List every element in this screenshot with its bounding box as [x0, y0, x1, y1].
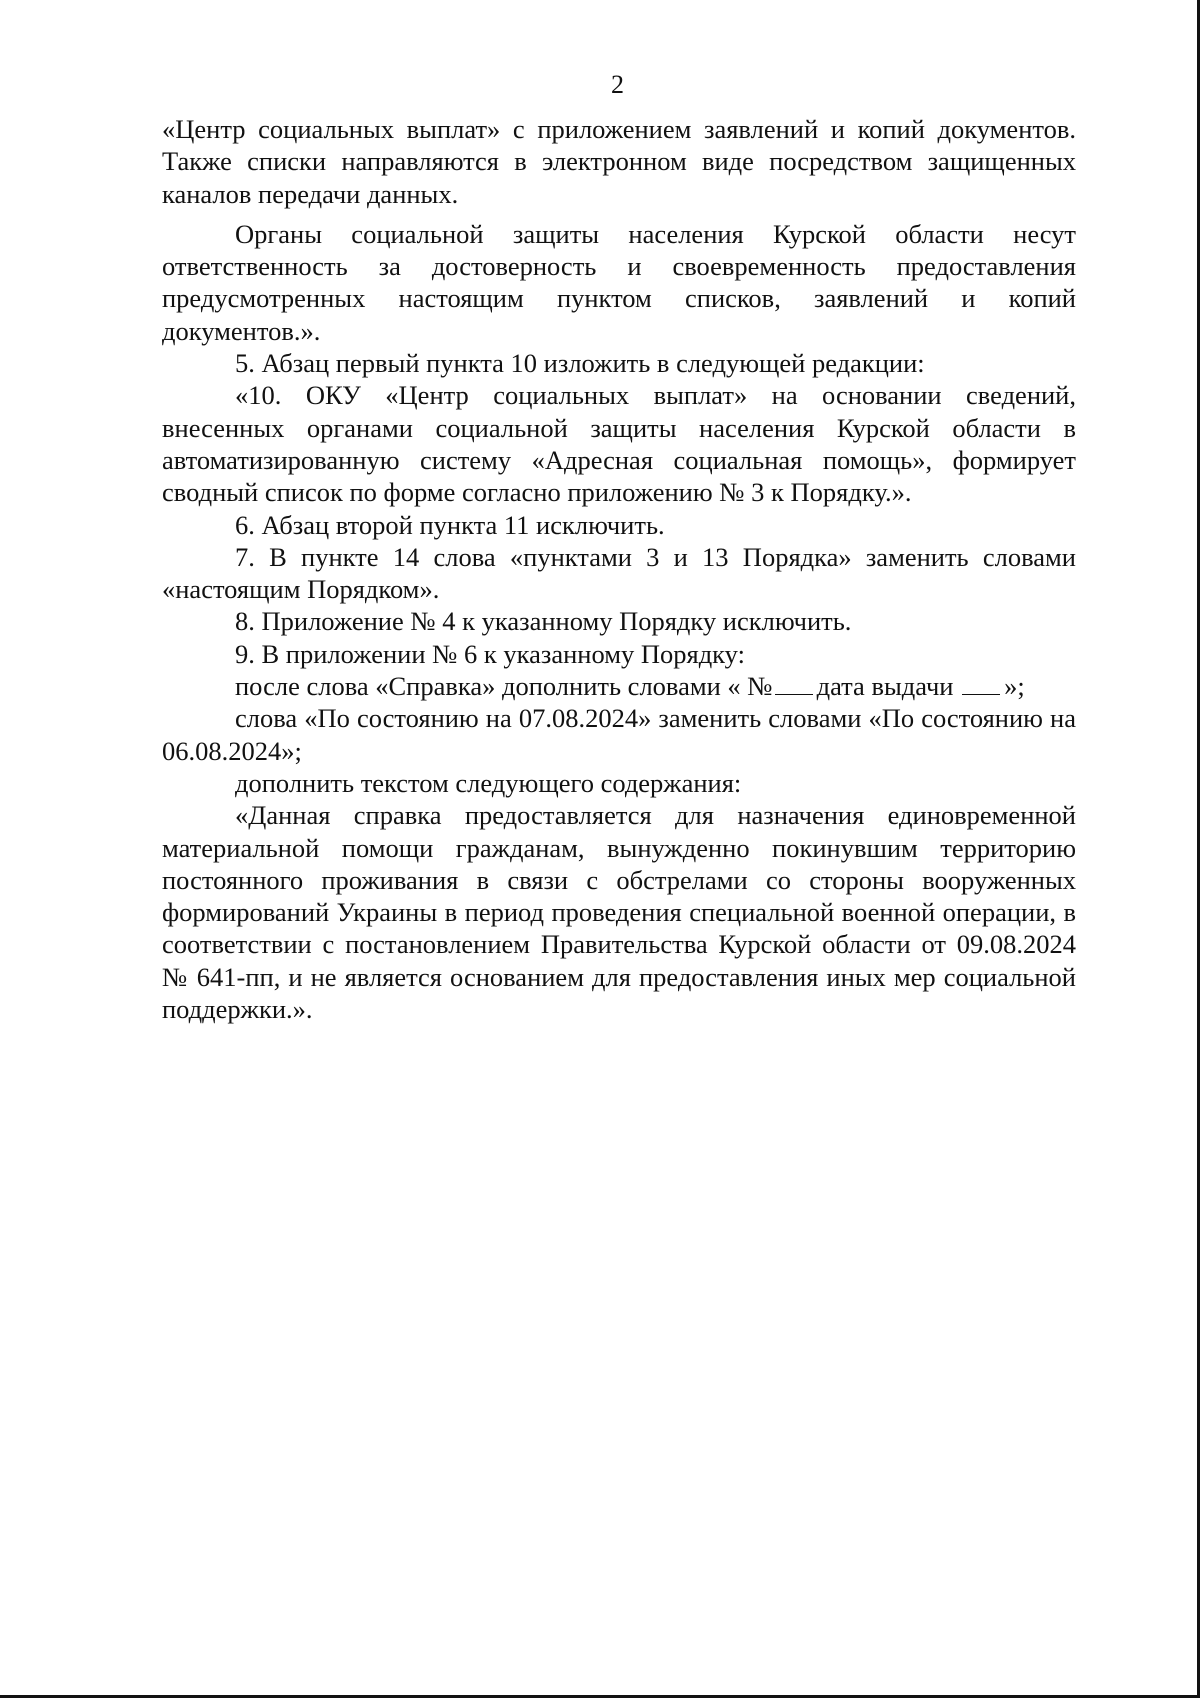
fill-line-after: »; — [1004, 671, 1025, 702]
paragraph-responsibility: Органы социальной защиты населения Курской области несут ответственность за достоверность и своевременность предоставления предусмотренных настоящим пунктом списков, заявлений и копий документов.». — [162, 218, 1076, 346]
paragraph-item-5: 5. Абзац первый пункта 10 изложить в следующей редакции: — [235, 348, 925, 379]
paragraph-continuation: «Центр социальных выплат» с приложением заявлений и копий документов. Также списки направляются в электронном виде посредством защищенных каналов передачи данных. — [162, 114, 1076, 209]
fill-line-before: после слова «Справка» дополнить словами « № — [235, 671, 773, 702]
paragraph-item-10-text: «10. ОКУ «Центр социальных выплат» на основании сведений, внесенных органами социальной защиты населения Курской области в автоматизированную систему «Адресная социальная помощь», формирует сводный список по форме согласно приложению № 3 к Порядку.». — [162, 380, 1076, 508]
paragraph-fill-line — [162, 670, 1076, 702]
paragraph-item-9: 9. В приложении № 6 к указанному Порядку: — [235, 638, 745, 669]
paragraph-item-8: 8. Приложение № 4 к указанному Порядку исключить. — [235, 606, 852, 637]
paragraph-date-replace: слова «По состоянию на 07.08.2024» заменить словами «По состоянию на 06.08.2024»; — [162, 703, 1076, 766]
number-blank — [775, 672, 813, 695]
paragraph-item-6: 6. Абзац второй пункта 11 исключить. — [235, 509, 665, 540]
date-blank — [962, 672, 1000, 695]
paragraph-certificate-text: «Данная справка предоставляется для назначения единовременной материальной помощи гражданам, вынужденно покинувшим территорию постоянного проживания в связи с обстрелами со стороны вооруженных формирований Украины в период проведения специальной военной операции, в соответствии с постановлением Правительства Курской области от 09.08.2024 № 641-пп, и не является основанием для предоставления иных мер социальной поддержки.». — [162, 800, 1076, 1025]
paragraph-item-7: 7. В пункте 14 слова «пунктами 3 и 13 Порядка» заменить словами «настоящим Порядком». — [162, 541, 1076, 605]
document-body — [162, 113, 1076, 1025]
page-number: 2 — [611, 70, 624, 99]
fill-line-middle: дата выдачи — [816, 671, 954, 702]
paragraph-add-text: дополнить текстом следующего содержания: — [235, 767, 742, 798]
